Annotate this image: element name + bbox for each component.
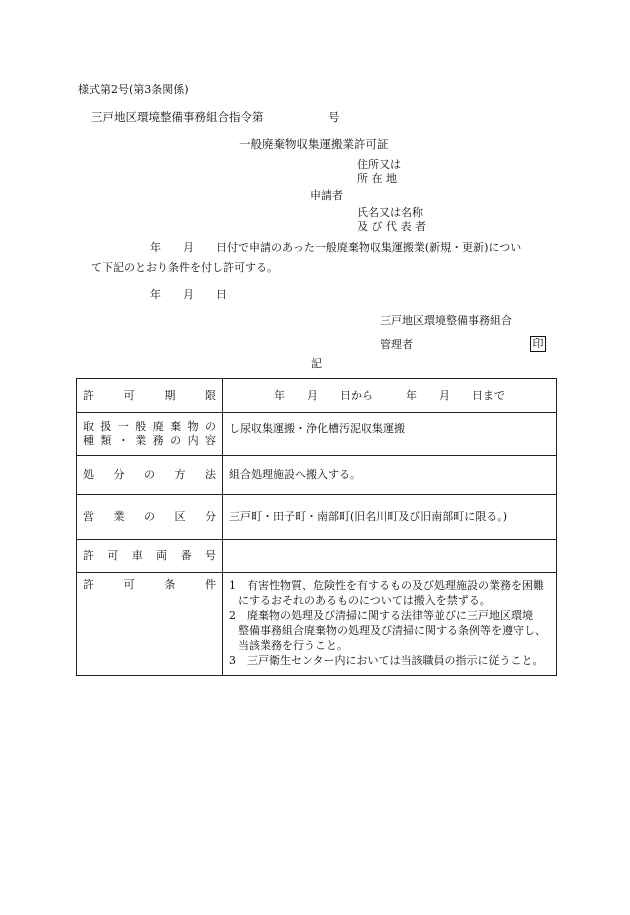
- condition-line: 2 廃棄物の処理及び清掃に関する法律等並びに三戸地区環境: [229, 609, 533, 622]
- label-char: の: [144, 468, 155, 481]
- permit-conditions-label: [77, 573, 223, 676]
- label-char: 車: [131, 549, 143, 562]
- vehicle-number-value: [223, 540, 557, 573]
- label-char: 可: [123, 578, 135, 591]
- address-label-line2: 所 在 地: [357, 172, 397, 185]
- disposal-method-label: [77, 456, 223, 495]
- table-row-permit-conditions: [77, 573, 557, 676]
- name-label-line2: 及 び 代 表 者: [357, 220, 426, 233]
- address-label-line1: 住所又は: [357, 158, 401, 171]
- label-char: 業: [113, 510, 125, 523]
- waste-type-label-line2: 種類・業務の内容: [83, 434, 216, 447]
- label-char: 条: [164, 578, 176, 591]
- label-char: 許: [83, 549, 94, 562]
- permit-number-prefix: 三戸地区環境整備事務組合指令第: [91, 110, 264, 124]
- waste-type-label-line1: 取扱一般廃棄物の: [83, 420, 216, 433]
- label-char: 可: [123, 388, 135, 402]
- body-text-line1: 年 月 日付で申請のあった一般廃棄物収集運搬業(新規・更新)につい: [150, 241, 522, 254]
- label-char: 両: [156, 549, 168, 562]
- permit-number-suffix: 号: [328, 110, 340, 124]
- label-char: 可: [107, 549, 119, 562]
- issuer-title: 管理者: [380, 338, 413, 351]
- issue-date-line: 年 月 日: [150, 288, 227, 301]
- business-area-value: 三戸町・田子町・南部町(旧名川町及び旧南部町に限る。): [223, 495, 557, 540]
- condition-line: 当該業務を行うこと。: [238, 639, 348, 652]
- label-char: 分: [205, 510, 216, 523]
- label-char: 番: [180, 549, 192, 562]
- name-label-line1: 氏名又は名称: [357, 206, 423, 219]
- label-char: 区: [174, 510, 186, 523]
- permit-conditions-table: [76, 378, 557, 676]
- label-char: 分: [113, 468, 125, 481]
- table-row-disposal-method: [77, 456, 557, 495]
- table-row-vehicle-number: [77, 540, 557, 573]
- table-row-waste-type: [77, 413, 557, 456]
- label-char: 許: [83, 578, 94, 591]
- form-number-label: 様式第2号(第3条関係): [78, 83, 189, 96]
- condition-line: 整備事務組合廃棄物の処理及び清掃に関する条例等を遵守し、: [238, 624, 546, 637]
- issuer-organization: 三戸地区環境整備事務組合: [380, 314, 512, 327]
- label-char: 許: [83, 388, 94, 402]
- vehicle-number-label: [77, 540, 223, 573]
- permit-period-label: [77, 379, 223, 413]
- label-char: 限: [204, 388, 216, 402]
- permit-conditions-value: [223, 573, 557, 676]
- seal-mark: 印: [530, 336, 546, 352]
- disposal-method-value: 組合処理施設へ搬入する。: [223, 456, 557, 495]
- label-char: 法: [205, 468, 216, 481]
- label-char: 方: [174, 468, 186, 481]
- label-char: 営: [83, 510, 94, 523]
- applicant-label: 申請者: [310, 189, 343, 202]
- condition-line: にするおそれのあるものについては搬入を禁ずる。: [238, 594, 491, 607]
- waste-type-label: [77, 413, 223, 456]
- ki-heading: 記: [311, 357, 322, 370]
- table-row-business-area: [77, 495, 557, 540]
- permit-period-value: 年 月 日から 年 月 日まで: [223, 379, 557, 413]
- condition-line: 1 有害性物質、危険性を有するもの及び処理施設の業務を困難: [229, 579, 544, 592]
- label-char: 件: [204, 578, 216, 591]
- business-area-label: [77, 495, 223, 540]
- body-text-line2: て下記のとおり条件を付し許可する。: [91, 261, 278, 274]
- label-char: 期: [164, 388, 176, 402]
- label-char: 処: [83, 468, 94, 481]
- table-row-permit-period: [77, 379, 557, 413]
- waste-type-value: し尿収集運搬・浄化槽汚泥収集運搬: [223, 413, 557, 456]
- condition-line: 3 三戸衛生センター内においては当該職員の指示に従うこと。: [229, 654, 544, 667]
- label-char: 号: [204, 549, 216, 562]
- document-title: 一般廃棄物収集運搬業許可証: [239, 137, 389, 151]
- label-char: の: [144, 510, 155, 523]
